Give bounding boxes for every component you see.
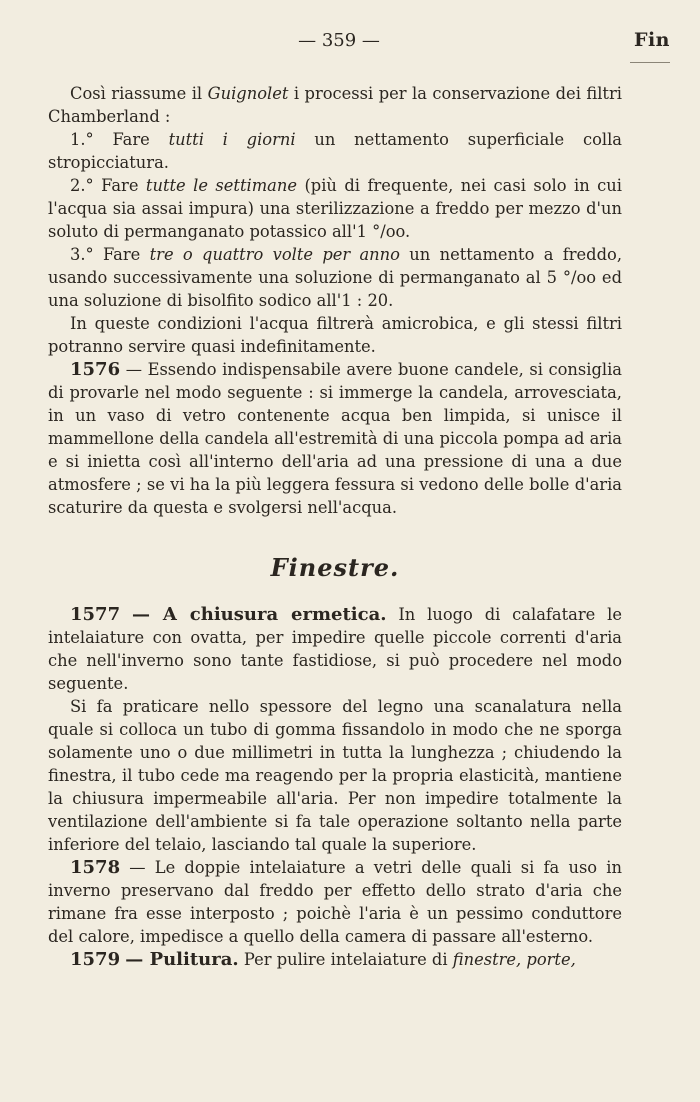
paragraph-step-3: 3.° Fare tre o quattro volte per anno un nettamento a freddo, usando successivamente una soluzione di permanganato al 5 °/oo ed una soluzione di bisolfito sodico all'1 : 20. <box>48 245 622 310</box>
paragraph-conditions: In queste condizioni l'acqua filtrerà amicrobica, e gli stessi filtri potranno servire quasi indefinitamente. <box>48 314 622 356</box>
entry-number: 1579 <box>70 949 121 970</box>
entry-1577: 1577 — A chiusura ermetica. In luogo di calafatare le intelaiature con ovatta, per impedire quelle piccole correnti d'aria che nell'inverno sono tante fastidiose, si può procedere nel modo seguente. <box>48 604 622 693</box>
entry-title: — A chiusura ermetica. <box>131 604 387 625</box>
entry-number: 1577 <box>70 604 121 625</box>
entry-title: — Pulitura. <box>125 949 239 970</box>
header-rule <box>630 62 670 63</box>
page-number: — 359 — <box>298 30 380 51</box>
section-title: Finestre. <box>270 553 400 582</box>
running-head <box>48 29 670 56</box>
entry-number: 1576 <box>70 359 121 380</box>
paragraph-step-1: 1.° Fare tutti i giorni un nettamento superficiale colla stropicciatura. <box>48 130 622 172</box>
entry-1577-continued: Si fa praticare nello spessore del legno una scanalatura nella quale si colloca un tubo di gomma fissandolo in modo che ne sporga solamente uno o due millimetri in tutta la lunghezza ; chiudendo la finestra, il tubo cede ma reagendo per la propria elasticità, mantiene la chiusura impermeabile all'aria. Per non impedire totalmente la ventilazione dell'ambiente si fa tale operazione soltanto nella parte inferiore del telaio, lasciando tal quale la superiore. <box>48 697 622 854</box>
paragraph-summary: Così riassume il Guignolet i processi per la conservazione dei filtri Chamberland : <box>48 84 622 126</box>
entry-1576: 1576 — Essendo indispensabile avere buone candele, si consiglia di provarle nel modo seguente : si immerge la candela, arrovesciata, in un vaso di vetro contenente acqua ben limpida, si unisce il mammellone della candela all'estremità di una piccola pompa ad aria e si inietta così all'interno dell'aria ad una pressione di una a due atmosfere ; se vi ha la più leggera fessura si vedono delle bolle d'aria scaturire da questa e svolgersi nell'acqua. <box>48 359 622 517</box>
entry-number: 1578 <box>70 857 121 878</box>
page-body <box>48 82 622 971</box>
paragraph-step-2: 2.° Fare tutte le settimane (più di frequente, nei casi solo in cui l'acqua sia assai impura) una sterilizzazione a freddo per mezzo d'un soluto di permanganato potassico all'1 °/oo. <box>48 176 622 241</box>
running-header-word: Fin <box>633 29 670 51</box>
entry-1579: 1579 — Pulitura. Per pulire intelaiature di finestre, porte, <box>70 949 576 970</box>
entry-1578: 1578 — Le doppie intelaiature a vetri delle quali si fa uso in inverno preservano dal freddo per effetto dello strato d'aria che rimane fra esse interposto ; poichè l'aria è un pessimo conduttore del calore, impedisce a quello della camera di passare all'esterno. <box>48 857 622 946</box>
